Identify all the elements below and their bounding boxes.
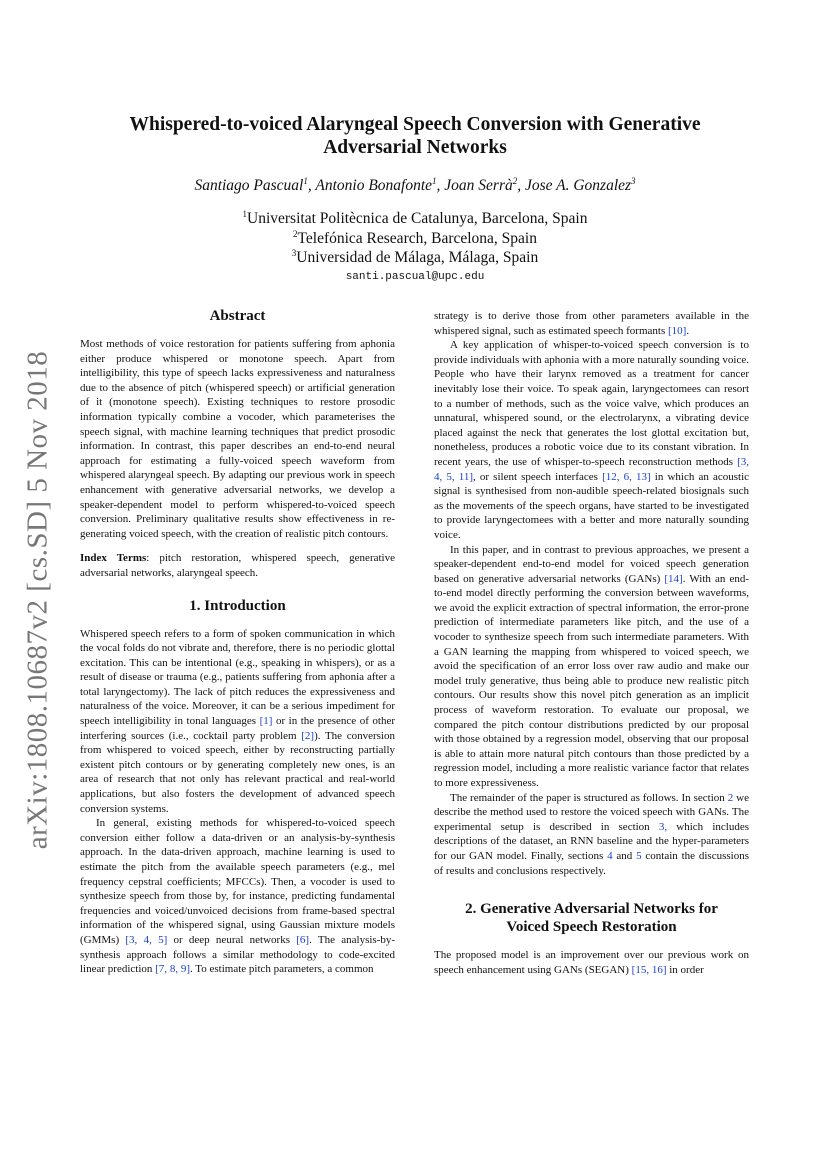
paragraph: In general, existing methods for whispered-to-voiced speech conversion either follow a data-driven or an analysis-by-synthesis approach. In the data-driven approach, machine learning is used to estimate the pitch from the available speech parameters (e.g., mel frequency cepstral coefficients; MFCCs). Then, a vocoder is used to synthesize speech from those by, for instance, predicting fundamental frequencies and voiced/unvoiced decisions from frame-based spectral information of the whispered signal, using Gaussian mixture models (GMMs) [3, 4, 5] or deep neural networks [6]. The analysis-by-synthesis approach follows a similar methodology to code-excited linear prediction [7, 8, 9]. To estimate pitch parameters, a common [80, 817, 396, 976]
left-column [80, 307, 395, 977]
section-ref-link[interactable]: 2 [727, 791, 734, 804]
citation-link[interactable]: [10] [668, 324, 687, 337]
citation-link[interactable]: 5, [446, 470, 455, 483]
citation-link[interactable]: [3, [125, 933, 138, 946]
citation-link[interactable]: [14] [664, 572, 683, 585]
section-ref-link[interactable]: 4 [607, 849, 613, 862]
citation-link[interactable]: 4, [143, 933, 152, 946]
paragraph: In this paper, and in contrast to previous approaches, we present a speaker-dependent end-to-end model for voiced speech generation based on generative adversarial networks (GANs) [14]. With an end-to-end model directly performing the conversion between waveforms, we avoid the explicit extraction of spectral information, the error-prone prediction of intermediate parameters like pitch, and the use of a vocoder to synthesize speech from such intermediate parameters. With a GAN learning the mapping from whispered to voiced speech, we avoid the specification of an error loss over raw audio and make our model truly generative, thus being able to produce new realistic pitch contours. Our results show this novel pitch generation as an implicit process of waveform restoration. To evaluate our proposal, we compared the pitch contour distributions predicted by our proposal with those obtained by a regression model, observing that our proposal is able to attain more natural pitch contours than those predicted by a regression model, including a more realistic variance factor that relates to more expressiveness. [434, 543, 749, 789]
section-ref-link[interactable]: 5 [636, 849, 642, 862]
right-column [434, 309, 749, 977]
section-heading-gan: 2. Generative Adversarial Networks for Voiced Speech Restoration [465, 901, 718, 936]
affiliation: $^1$Universitat Politècnica de Catalunya, Barcelona, Spain [242, 209, 588, 227]
author-list: Santiago Pascual$^1$, Antonio Bonafonte$^1$, Joan Serrà$^2$, Jose A. Gonzalez$^3$ [194, 176, 636, 194]
citation-link[interactable]: 13] [635, 470, 651, 483]
affiliation: $^3$Universidad de Málaga, Málaga, Spain [291, 248, 539, 266]
paragraph: A key application of whisper-to-voiced speech conversion is to provide individuals with aphonia with a more naturally sounding voice. People who have their larynx removed as a treatment for cancer inevitably lose their voice. To speak again, laryngectomees can resort to a number of methods, such as the voice valve, which produces an unnatural, whispered sound, or the electrolarynx, a vibrating device placed against the neck that generates the lost glottal excitation but, nonetheless, produces a robotic voice due to its constant vibration. In recent years, the use of whisper-to-speech reconstruction methods [3, 4, 5, 11], or silent speech interfaces [12, 6, 13] in which an acoustic signal is synthesised from non-audible speech-related biosignals such as the movements of the speech organs, have started to be investigated to provide laryngectomees with a better and more naturally sounding voice. [434, 339, 750, 541]
arxiv-sidebar-stamp [18, 350, 58, 850]
citation-link[interactable]: [12, [602, 470, 620, 483]
index-terms: Index Terms: pitch restoration, whispered speech, generative adversarial networks, alaryngeal speech. [80, 552, 395, 579]
citation-link[interactable]: [1] [259, 715, 273, 728]
author-affiliation-mark: 1 [432, 176, 437, 186]
author-name: Antonio Bonafonte [315, 177, 433, 194]
citation-link[interactable]: [6] [296, 933, 310, 946]
author-affiliation-mark: 3 [631, 176, 636, 186]
citation-link[interactable]: 9] [180, 963, 190, 976]
abstract-text: Most methods of voice restoration for patients suffering from aphonia either produce whispered or monotone speech. Apart from intelligibility, this type of speech lacks expressiveness and naturalness due to the absence of pitch (whispered speech) or artificial generation of it (monotone speech). Existing techniques to restore prosodic information typically combine a vocoder, which parameterises the speech signal, with machine learning techniques that predict prosodic information. In contrast, this paper describes an end-to-end neural approach for estimating a fully-voiced speech waveform from whispered alaryngeal speech. By adapting our previous work in speech enhancement with generative adversarial networks, we develop a speaker-dependent model to perform whispered-to-voiced speech conversion. Preliminary qualitative results show effectiveness in re-generating voiced speech, with the creation of realistic pitch contours. [80, 338, 395, 540]
section-ref-link[interactable]: 3, [658, 820, 668, 833]
citation-link[interactable]: 5] [158, 933, 168, 946]
citation-link[interactable]: 11] [458, 470, 474, 483]
author-affiliation-mark: 1 [303, 176, 308, 186]
author-affiliation-mark: 2 [512, 176, 518, 186]
paragraph: Whispered speech refers to a form of spoken communication in which the vocal folds do not vibrate and, therefore, there is no periodic glottal excitation. This can be intentional (e.g., speaking in whispers), or as a result of disease or trauma (e.g., patients suffering from aphonia after a total laryngectomy). The lack of pitch reduces the expressiveness and naturalness of the voice. Moreover, it can be a serious impediment for speech intelligibility in tonal languages [1] or in the presence of other interfering sources (i.e., cocktail party problem [2]). The conversion from whispered to voiced speech, either by reconstructing partially existent pitch contours or by generating completely new ones, is an area of research that not only has relevant practical and real-world applications, but also fosters the development of advanced speech conversion systems. [80, 627, 395, 815]
citation-link[interactable]: [15, [631, 963, 650, 976]
citation-link[interactable]: 16] [651, 963, 667, 976]
index-terms-label: Index Terms [80, 552, 147, 565]
citation-link[interactable]: [2] [301, 729, 315, 742]
affiliation-list [100, 209, 730, 268]
citation-link[interactable]: 6, [623, 470, 632, 483]
citation-link[interactable]: 4, [434, 470, 443, 483]
author-name: Jose A. Gonzalez [524, 177, 632, 194]
citation-link[interactable]: [7, [155, 963, 168, 976]
citation-link[interactable]: 8, [169, 963, 179, 976]
affiliation: $^2$Telefónica Research, Barcelona, Spain [293, 228, 537, 247]
citation-link[interactable]: [3, [737, 455, 749, 468]
paragraph: The proposed model is an improvement over our previous work on speech enhancement using GANs (SEGAN) [15, 16] in order [434, 949, 749, 976]
paragraph: The remainder of the paper is structured as follows. In section 2 we describe the method used to restore the voiced speech with GANs. The experimental setup is described in section 3, which includes descriptions of the dataset, an RNN baseline and the hyper-parameters for our GAN model. Finally, sections 4 and 5 contain the discussions of results and conclusions respectively. [434, 791, 749, 877]
author-name: Santiago Pascual [194, 177, 304, 194]
section-heading-introduction: 1. Introduction [189, 597, 286, 614]
paragraph: strategy is to derive those from other parameters available in the whispered signal, such as estimated speech formants [10]. [434, 310, 749, 337]
author-name: Joan Serrà [444, 177, 513, 194]
abstract-heading: Abstract [209, 308, 266, 324]
paper-title: Whispered-to-voiced Alaryngeal Speech Conversion with Generative Adversarial Networks [129, 114, 701, 158]
arxiv-identifier: arXiv:1808.10687v2 [cs.SD] 5 Nov 2018 [21, 350, 54, 850]
author-email: santi.pascual@upc.edu [345, 271, 485, 283]
